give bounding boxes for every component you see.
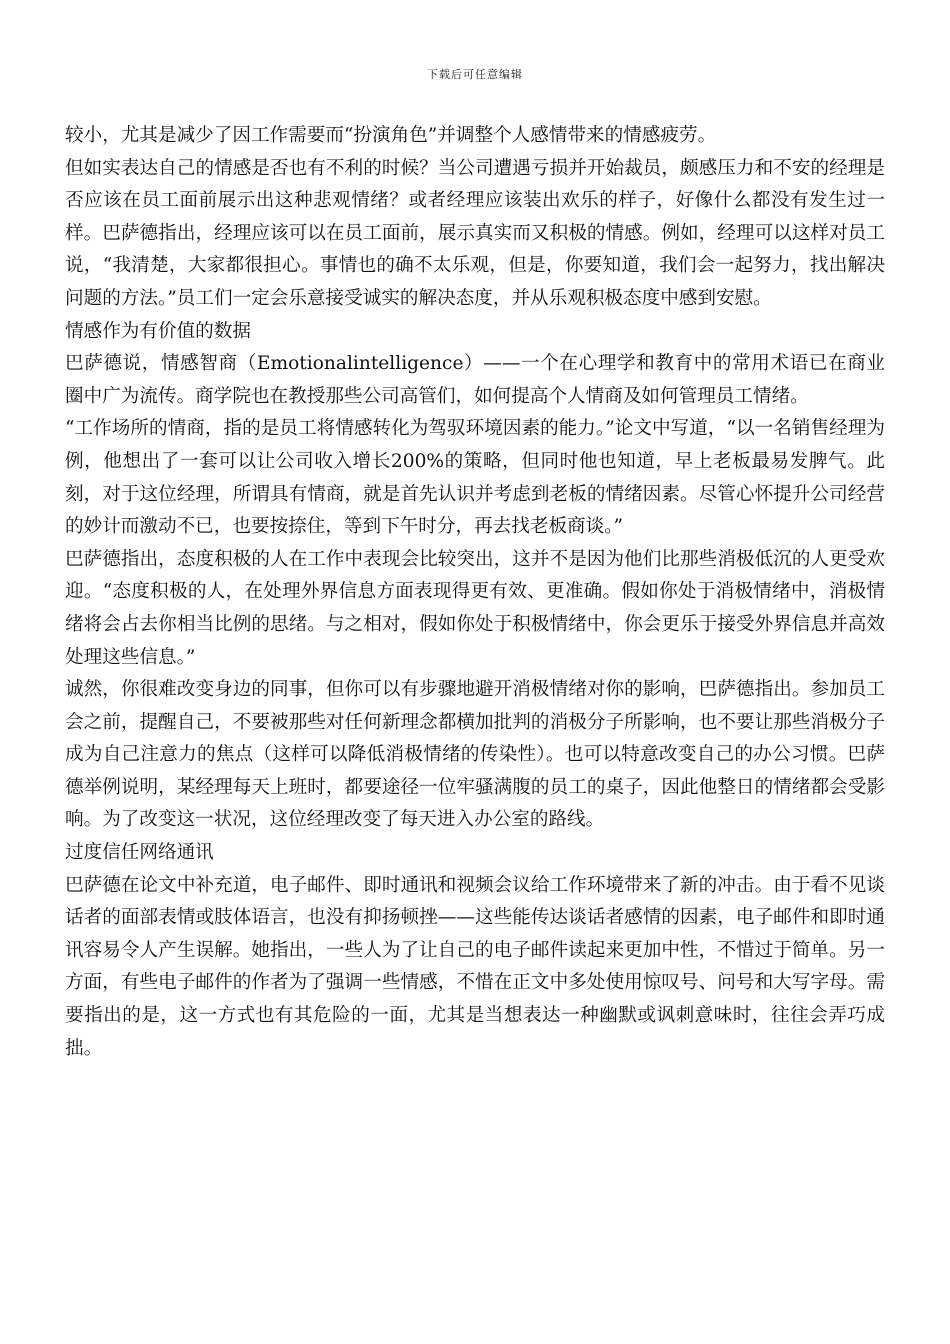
paragraph: 巴萨德说，情感智商（Emotionalintelligence）——一个在心理学和教育中的常用术语已在商业圈中广为流传。商学院也在教授那些公司高管们，如何提高个人情商及如何管理员工情绪。 [65,353,885,407]
paragraph: 巴萨德指出，态度积极的人在工作中表现会比较突出，这并不是因为他们比那些消极低沉的人更受欢迎。“态度积极的人，在处理外界信息方面表现得更有效、更准确。假如你处于消极情绪中，消极情绪将会占去你相当比例的思绪。与之相对，假如你处于积极情绪中，你会更乐于接受外界信息并高效处理这些信息。” [65,548,885,668]
paragraph: 巴萨德在论文中补充道，电子邮件、即时通讯和视频会议给工作环境带来了新的冲击。由于看不见谈话者的面部表情或肢体语言，也没有抑扬顿挫——这些能传达谈话者感情的因素，电子邮件和即时通讯容易令人产生误解。她指出，一些人为了让自己的电子邮件读起来更加中性，不惜过于简单。另一方面，有些电子邮件的作者为了强调一些情感，不惜在正文中多处使用惊叹号、问号和大写字母。需要指出的是，这一方式也有其危险的一面，尤其是当想表达一种幽默或讽刺意味时，往往会弄巧成拙。 [65,874,885,1059]
paragraph: “工作场所的情商，指的是员工将情感转化为驾驭环境因素的能力。”论文中写道，“以一名销售经理为例，他想出了一套可以让公司收入增长200%的策略，但同时他也知道，早上老板最易发脾气。此刻，对于这位经理，所谓具有情商，就是首先认识并考虑到老板的情绪因素。尽管心怀提升公司经营的妙计而激动不已，也要按捺住，等到下午时分，再去找老板商谈。” [65,418,885,538]
paragraph: 较小，尤其是减少了因工作需要而“扮演角色”并调整个人感情带来的情感疲劳。 [65,125,717,146]
document-body [65,120,885,1065]
page-header: 下载后可任意编辑 [427,68,523,81]
section-heading: 过度信任网络通讯 [65,842,214,864]
section-heading: 情感作为有价值的数据 [65,320,251,342]
paragraph: 但如实表达自己的情感是否也有不利的时候？当公司遭遇亏损并开始裁员，颇感压力和不安的经理是否应该在员工面前展示出这种悲观情绪？或者经理应该装出欢乐的样子，好像什么都没有发生过一样。巴萨德指出，经理应该可以在员工面前，展示真实而又积极的情感。例如，经理可以这样对员工说，“我清楚，大家都很担心。事情也的确不太乐观，但是，你要知道，我们会一起努力，找出解决问题的方法。”员工们一定会乐意接受诚实的解决态度，并从乐观积极态度中感到安慰。 [65,157,885,309]
paragraph: 诚然，你很难改变身边的同事，但你可以有步骤地避开消极情绪对你的影响，巴萨德指出。参加员工会之前，提醒自己，不要被那些对任何新理念都横加批判的消极分子所影响，也不要让那些消极分子成为自己注意力的焦点（这样可以降低消极情绪的传染性）。也可以特意改变自己的办公习惯。巴萨德举例说明，某经理每天上班时，都要途径一位牢骚满腹的员工的桌子，因此他整日的情绪都会受影响。为了改变这一状况，这位经理改变了每天进入办公室的路线。 [65,679,885,831]
